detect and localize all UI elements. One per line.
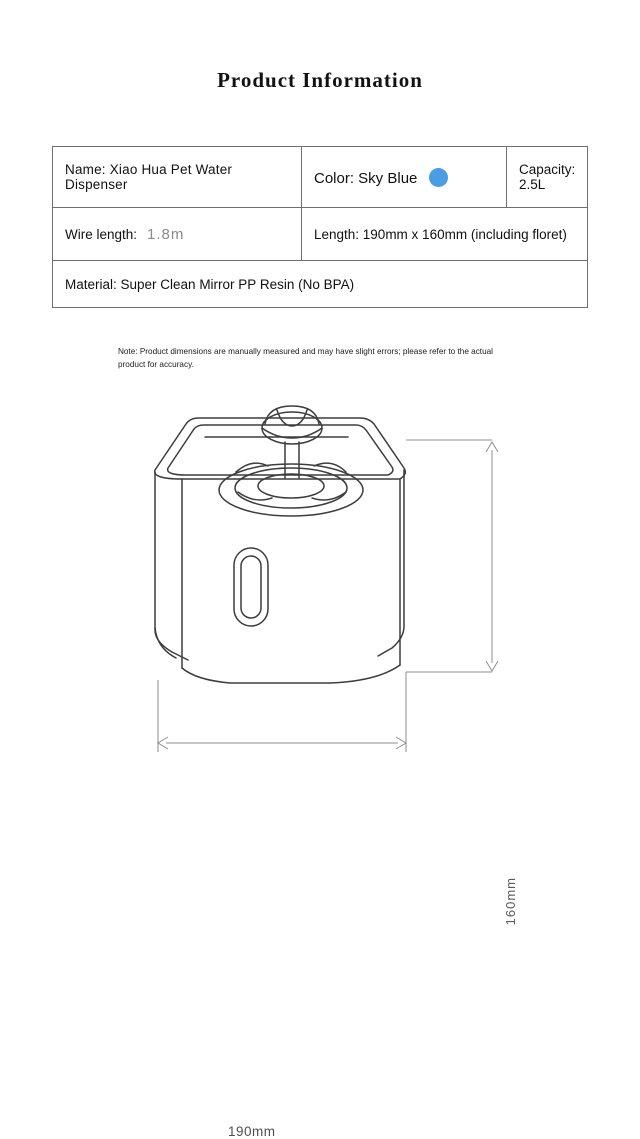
color-swatch-icon <box>429 168 448 187</box>
cell-capacity: Capacity: 2.5L <box>507 147 588 208</box>
table-row <box>53 208 588 261</box>
cell-wire-length <box>53 208 302 261</box>
specification-table <box>52 146 588 308</box>
table-row <box>53 261 588 308</box>
cell-wire-length-value: 1.8m <box>147 225 185 243</box>
cell-wire-length-label: Wire length: <box>65 226 138 242</box>
product-line-drawing <box>0 380 640 800</box>
table-row <box>53 147 588 208</box>
cell-product-name: Name: Xiao Hua Pet Water Dispenser <box>53 147 302 208</box>
measurement-note: Note: Product dimensions are manually measured and may have slight errors; please refer to the actual product for accuracy. <box>118 347 493 369</box>
width-dimension-label: 190mm <box>228 1124 276 1139</box>
cell-dimensions: Length: 190mm x 160mm (including floret) <box>302 208 588 261</box>
height-dimension-label: 160mm <box>503 877 518 926</box>
cell-material: Material: Super Clean Mirror PP Resin (No BPA) <box>53 261 588 308</box>
cell-color <box>302 147 507 208</box>
product-diagram <box>0 380 640 1139</box>
page-title: Product Information <box>217 68 423 92</box>
cell-color-label: Color: Sky Blue <box>314 169 418 187</box>
